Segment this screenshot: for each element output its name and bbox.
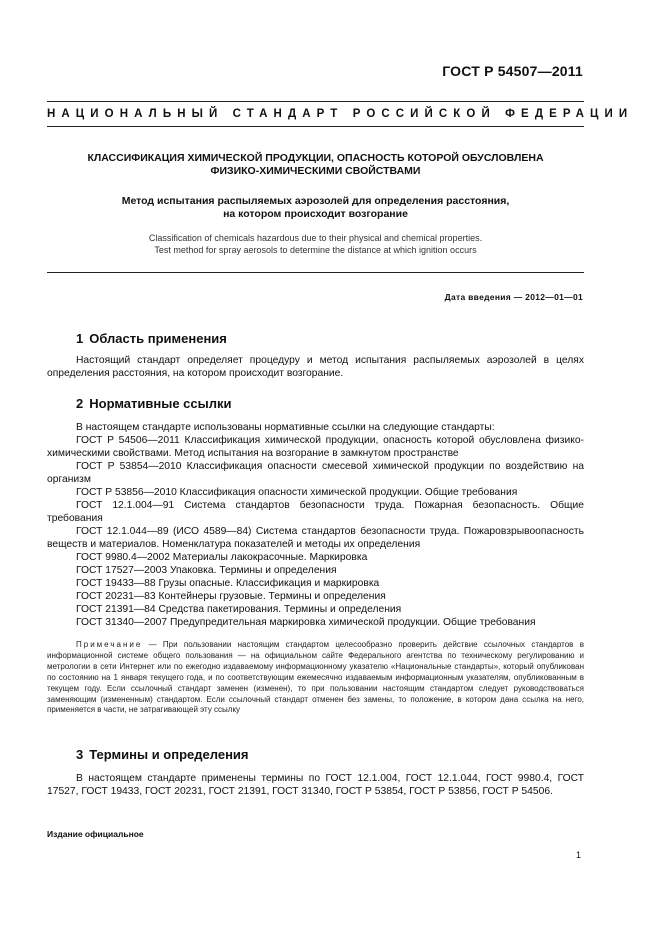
english-title-line-2: Test method for spray aerosols to determine the distance at which ignition occurs — [154, 244, 477, 255]
english-title — [47, 233, 584, 256]
document-title — [47, 152, 584, 178]
title-line-2: ФИЗИКО-ХИМИЧЕСКИМИ СВОЙСТВАМИ — [210, 165, 421, 177]
title-rule — [47, 272, 584, 273]
section-3-title: Термины и определения — [89, 747, 249, 762]
official-edition-label: Издание официальное — [47, 829, 144, 839]
section-3-paragraph: В настоящем стандарте применены термины по ГОСТ 12.1.004, ГОСТ 12.1.044, ГОСТ 9980.4, ГОСТ 17527, ГОСТ 19433, ГОСТ 20231, ГОСТ 21391, ГОСТ 31340, ГОСТ Р 53854, ГОСТ Р 53856, ГОСТ Р 54506. — [47, 773, 584, 797]
section-2-title: Нормативные ссылки — [89, 396, 232, 411]
section-1-body — [47, 354, 584, 380]
reference-item: ГОСТ 17527—2003 Упаковка. Термины и определения — [76, 565, 337, 576]
reference-item: ГОСТ Р 53856—2010 Классификация опасности химической продукции. Общие требования — [76, 487, 518, 498]
reference-item: ГОСТ 12.1.044—89 (ИСО 4589—84) Система стандартов безопасности труда. Пожаровзрывоопасность веществ и материалов. Номенклатура показателей и методы их определения — [47, 526, 584, 550]
section-1-number: 1 — [76, 331, 84, 346]
reference-item: ГОСТ 31340—2007 Предупредительная маркировка химической продукции. Общие требования — [76, 617, 536, 628]
title-line-1: КЛАССИФИКАЦИЯ ХИМИЧЕСКОЙ ПРОДУКЦИИ, ОПАСНОСТЬ КОТОРОЙ ОБУСЛОВЛЕНА — [87, 152, 544, 164]
reference-item: ГОСТ 12.1.004—91 Система стандартов безопасности труда. Пожарная безопасность. Общие требования — [47, 500, 584, 524]
section-2-intro: В настоящем стандарте использованы нормативные ссылки на следующие стандарты: — [76, 422, 495, 433]
section-2-heading — [76, 396, 231, 411]
national-standard-banner: НАЦИОНАЛЬНЫЙ СТАНДАРТ РОССИЙСКОЙ ФЕДЕРАЦИИ — [47, 108, 634, 120]
section-2-body — [47, 421, 584, 629]
section-3-heading — [76, 747, 249, 762]
section-2-note — [47, 640, 584, 716]
subtitle-line-1: Метод испытания распыляемых аэрозолей для определения расстояния, — [121, 195, 510, 207]
document-code: ГОСТ Р 54507—2011 — [442, 63, 583, 79]
reference-item: ГОСТ 19433—88 Грузы опасные. Классификация и маркировка — [76, 578, 380, 589]
section-1-title: Область применения — [89, 331, 227, 346]
reference-item: ГОСТ 9980.4—2002 Материалы лакокрасочные. Маркировка — [76, 552, 368, 563]
section-1-heading — [76, 331, 227, 346]
note-text: — При пользовании настоящим стандартом целесообразно проверить действие ссылочных стандартов в информационной системе общего пользования — на официальном сайте Федерального агентства по техническому регулированию и метрологии в сети Интернет или по ежегодно издаваемому информационному указателю «Национальные стандарты», который опубликован по состоянию на 1 января текущего года, и по соответствующим ежемесячно издаваемым информационным указателям, опубликованным в текущем году. Если ссылочный стандарт заменен (изменен), то при пользовании настоящим стандартом следует руководствоваться заменяющим (измененным) стандартом. Если ссылочный стандарт отменен без замены, то положение, в котором дана ссылка на него, применяется в части, не затрагивающей эту ссылку — [47, 640, 584, 715]
reference-item: ГОСТ Р 54506—2011 Классификация химической продукции, опасность которой обусловлена физико-химическими свойствами. Метод испытания на возгорание в замкнутом пространстве — [47, 435, 584, 459]
reference-item: ГОСТ Р 53854—2010 Классификация опасности смесевой химической продукции по воздействию на организм — [47, 461, 584, 485]
page-number: 1 — [575, 850, 581, 860]
top-rule — [47, 101, 584, 102]
section-3-body — [47, 772, 584, 798]
section-1-paragraph: Настоящий стандарт определяет процедуру и метод испытания распыляемых аэрозолей в целях определения расстояния, на котором происходит возгорание. — [47, 355, 584, 379]
banner-rule — [47, 126, 584, 127]
note-label: Примечание — [76, 640, 143, 649]
reference-item: ГОСТ 21391—84 Средства пакетирования. Термины и определения — [76, 604, 402, 615]
english-title-line-1: Classification of chemicals hazardous due to their physical and chemical properties. — [148, 233, 483, 243]
section-2-number: 2 — [76, 396, 84, 411]
introduction-date: Дата введения — 2012—01—01 — [444, 292, 583, 302]
subtitle-line-2: на котором происходит возгорание — [223, 208, 408, 220]
section-3-number: 3 — [76, 747, 84, 762]
document-subtitle — [47, 195, 584, 221]
reference-item: ГОСТ 20231—83 Контейнеры грузовые. Термины и определения — [76, 591, 386, 602]
